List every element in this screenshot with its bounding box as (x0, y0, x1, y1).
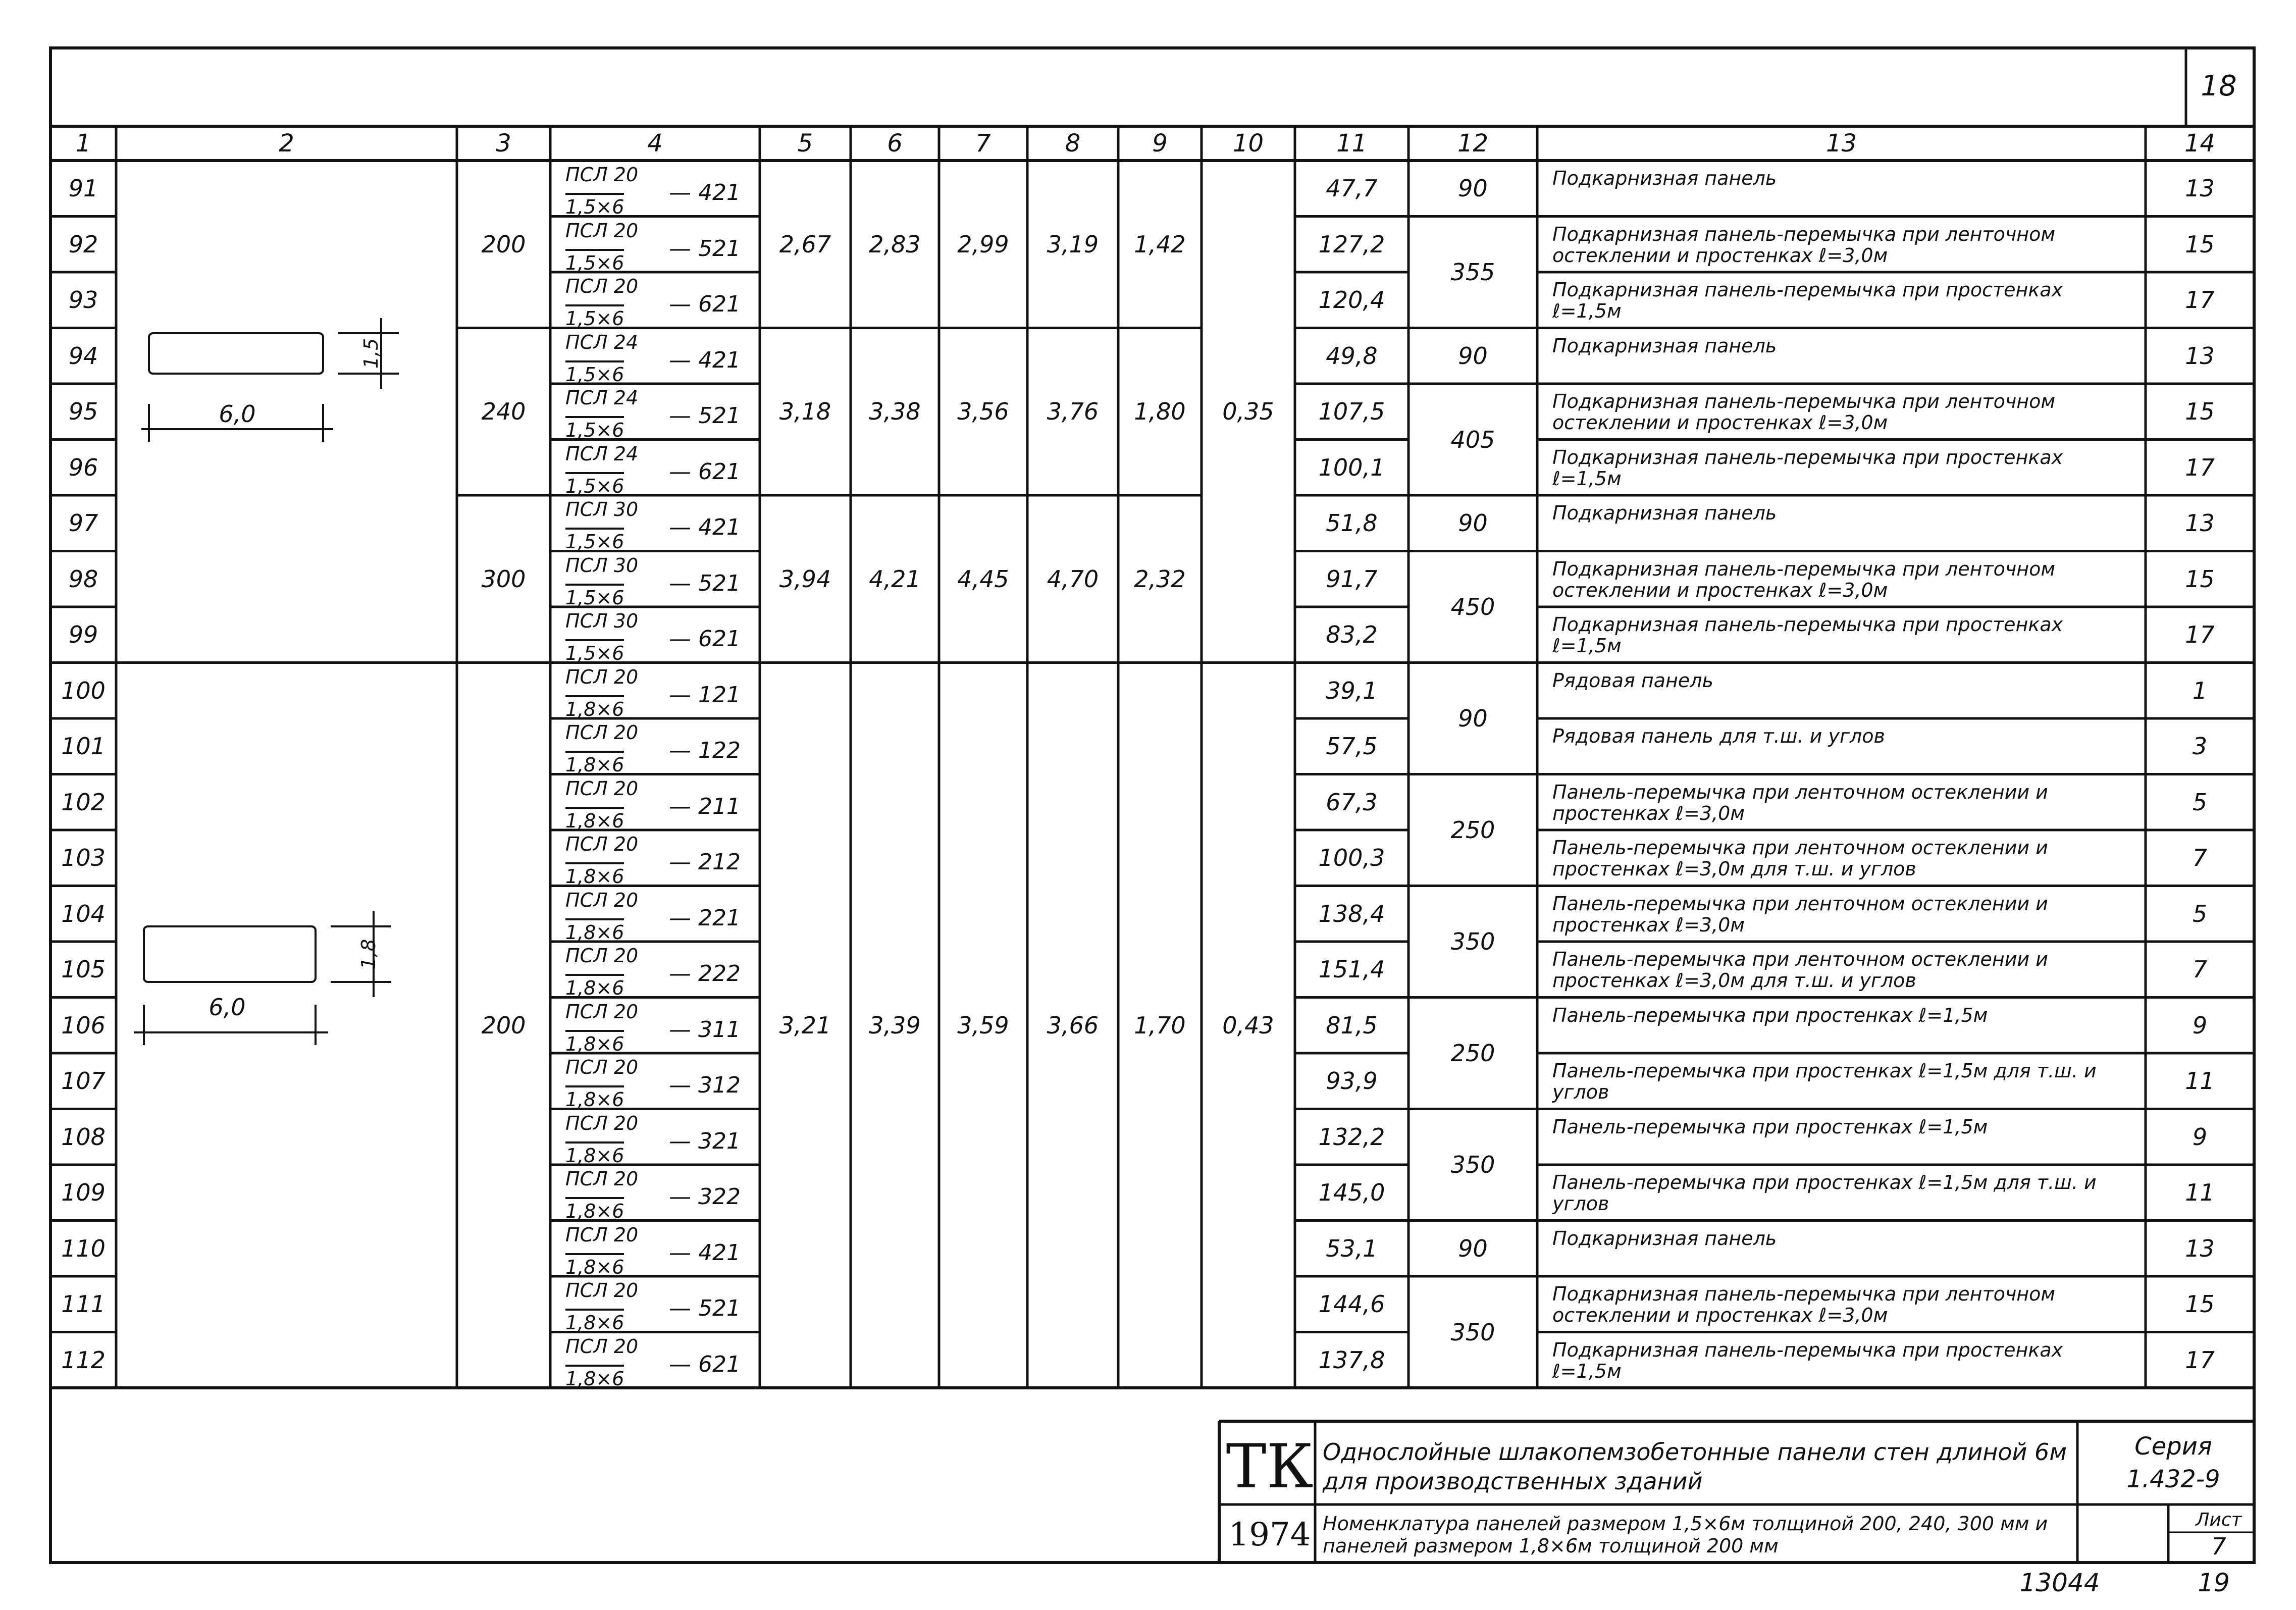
mark-suffix: — 421 (669, 347, 741, 373)
mark-suffix: — 521 (669, 570, 741, 596)
col8-value: 3,76 (1047, 398, 1099, 426)
col12-value: 250 (1450, 816, 1495, 844)
footer-page: 19 (2198, 1568, 2230, 1597)
panel-mark (565, 665, 755, 720)
mark-suffix: — 322 (669, 1184, 741, 1210)
panel-description: Панель-перемычка при простенках ℓ=1,5м для т.ш. и углов (1552, 1171, 2097, 1215)
row-number: 112 (61, 1346, 106, 1374)
weight-value: 138,4 (1318, 900, 1385, 927)
thickness-value: 300 (481, 565, 526, 593)
weight-value: 57,5 (1326, 733, 1378, 760)
mark-denominator: 1,5×6 (565, 249, 624, 274)
mark-suffix: — 621 (669, 1351, 741, 1377)
col9-value: 1,80 (1134, 398, 1186, 426)
mark-suffix: — 121 (669, 682, 741, 708)
column-header-12: 12 (1457, 129, 1489, 158)
weight-value: 47,7 (1326, 175, 1378, 202)
col8-value: 4,70 (1047, 565, 1099, 593)
mark-numerator: ПСЛ 20 (565, 1000, 639, 1023)
mark-suffix: — 521 (669, 235, 741, 262)
weight-value: 120,4 (1318, 286, 1385, 314)
mark-numerator: ПСЛ 20 (565, 164, 639, 186)
panel-description: Рядовая панель (1552, 669, 1713, 692)
series-value: 1.432-9 (2126, 1465, 2220, 1493)
mark-denominator: 1,8×6 (565, 1365, 624, 1390)
sheet-ref: 13 (2185, 342, 2215, 370)
mark-numerator: ПСЛ 20 (565, 1335, 639, 1358)
panel-description: Подкарнизная панель-перемычка при простенках ℓ=1,5м (1552, 613, 2063, 657)
col12-value: 350 (1450, 1151, 1495, 1178)
sheet-ref: 9 (2192, 1011, 2208, 1039)
row-number: 94 (68, 342, 98, 370)
col12-value: 405 (1450, 426, 1495, 453)
col9-value: 1,42 (1134, 230, 1186, 258)
mark-denominator: 1,5×6 (565, 193, 624, 218)
col5-value: 3,18 (779, 398, 831, 426)
col7-value: 2,99 (957, 230, 1009, 258)
column-header-10: 10 (1232, 129, 1264, 158)
col6-value: 2,83 (869, 230, 921, 258)
row-number: 91 (68, 175, 98, 202)
panel-description: Панель-перемычка при простенках ℓ=1,5м (1552, 1115, 1988, 1138)
sheet-ref: 1 (2192, 677, 2208, 704)
thickness-value: 240 (481, 398, 526, 426)
mark-numerator: ПСЛ 20 (565, 1056, 639, 1078)
column-header-2: 2 (279, 129, 294, 158)
col12-value: 350 (1450, 1318, 1495, 1346)
row-number: 92 (68, 230, 98, 258)
mark-denominator: 1,5×6 (565, 416, 624, 441)
row-number: 111 (61, 1290, 106, 1318)
mark-suffix: — 521 (669, 403, 741, 429)
thickness-value: 200 (481, 230, 526, 258)
mark-denominator: 1,8×6 (565, 1085, 624, 1111)
panel-description: Панель-перемычка при ленточном остеклении и простенках ℓ=3,0м для т.ш. и углов (1552, 948, 2048, 992)
mark-suffix: — 222 (669, 961, 741, 986)
col12-value: 90 (1458, 705, 1488, 732)
panel-mark (565, 554, 755, 609)
mark-denominator: 1,8×6 (565, 1030, 624, 1055)
row-number: 93 (68, 286, 98, 314)
sheet-ref: 15 (2185, 1290, 2215, 1318)
panel-mark (565, 610, 755, 664)
col12-value: 90 (1458, 1234, 1488, 1262)
col8-value: 3,66 (1047, 1011, 1099, 1039)
col12-value: 355 (1450, 258, 1495, 286)
mark-suffix: — 421 (669, 514, 741, 540)
panel-description: Панель-перемычка при простенках ℓ=1,5м (1552, 1004, 1988, 1026)
panel-description: Подкарнизная панель (1552, 502, 1777, 524)
col12-value: 250 (1450, 1040, 1495, 1067)
panel-mark (565, 1335, 755, 1390)
mark-suffix: — 122 (669, 738, 741, 763)
column-header-14: 14 (2184, 129, 2216, 158)
mark-suffix: — 621 (669, 626, 741, 652)
mark-numerator: ПСЛ 24 (565, 331, 639, 353)
mark-denominator: 1,8×6 (565, 807, 624, 832)
mark-denominator: 1,5×6 (565, 472, 624, 497)
row-number: 107 (61, 1067, 106, 1095)
tk-year: 1974 (1228, 1516, 1311, 1553)
mark-denominator: 1,5×6 (565, 639, 624, 664)
mark-numerator: ПСЛ 20 (565, 665, 639, 688)
panel-description: Панель-перемычка при ленточном остеклении и простенках ℓ=3,0м (1552, 781, 2048, 824)
mark-numerator: ПСЛ 24 (565, 387, 639, 409)
panel-description: Подкарнизная панель-перемычка при ленточном остеклении и простенках ℓ=3,0м (1552, 223, 2056, 267)
col12-value: 450 (1450, 593, 1495, 620)
sheet-ref: 13 (2185, 175, 2215, 202)
sheet-value: 7 (2211, 1532, 2226, 1560)
row-number: 104 (61, 900, 106, 927)
row-number: 108 (61, 1123, 106, 1151)
doc-number: 13044 (2019, 1568, 2100, 1597)
panel-mark (565, 387, 755, 441)
column-header-13: 13 (1825, 129, 1857, 158)
sketch-1-height: 1,5 (360, 338, 382, 369)
column-header-1: 1 (75, 129, 91, 158)
mark-numerator: ПСЛ 20 (565, 1168, 639, 1190)
column-header-11: 11 (1336, 129, 1368, 158)
weight-value: 91,7 (1326, 565, 1378, 593)
col10-value: 0,35 (1222, 398, 1274, 426)
weight-value: 53,1 (1326, 1234, 1378, 1262)
weight-value: 67,3 (1326, 788, 1378, 816)
col7-value: 3,56 (957, 398, 1009, 426)
mark-denominator: 1,8×6 (565, 1253, 624, 1278)
series-label: Серия (2134, 1432, 2212, 1461)
sketch-1-length: 6,0 (219, 400, 256, 428)
panel-mark (565, 945, 755, 999)
col12-value: 90 (1458, 509, 1488, 537)
mark-denominator: 1,5×6 (565, 360, 624, 386)
col6-value: 3,38 (869, 398, 921, 426)
mark-numerator: ПСЛ 20 (565, 219, 639, 242)
sheet-ref: 17 (2185, 453, 2215, 481)
sheet-subtitle: Номенклатура панелей размером 1,5×6м толщиной 200, 240, 300 мм и панелей размером 1,8×6м толщиной 200 мм (1323, 1513, 2048, 1557)
row-number: 101 (61, 733, 106, 760)
panel-description: Подкарнизная панель (1552, 167, 1777, 189)
panel-mark (565, 219, 755, 274)
row-number: 106 (61, 1011, 106, 1039)
col9-value: 1,70 (1134, 1011, 1186, 1039)
sheet-ref: 17 (2185, 1346, 2215, 1374)
mark-suffix: — 212 (669, 849, 741, 875)
mark-denominator: 1,8×6 (565, 1141, 624, 1167)
panel-mark (565, 498, 755, 553)
mark-numerator: ПСЛ 20 (565, 1112, 639, 1134)
mark-numerator: ПСЛ 20 (565, 721, 639, 744)
panel-description: Панель-перемычка при ленточном остеклении и простенках ℓ=3,0м (1552, 892, 2048, 936)
mark-suffix: — 521 (669, 1295, 741, 1321)
sketch-2-height: 1,8 (357, 939, 380, 970)
mark-denominator: 1,5×6 (565, 584, 624, 609)
row-number: 105 (61, 956, 106, 983)
col12-value: 90 (1458, 342, 1488, 370)
column-header-9: 9 (1152, 129, 1168, 158)
sheet-ref: 17 (2185, 621, 2215, 649)
sheet-label: Лист (2196, 1510, 2242, 1530)
col7-value: 4,45 (957, 565, 1009, 593)
panel-mark (565, 331, 755, 386)
panel-mark (565, 777, 755, 832)
mark-numerator: ПСЛ 20 (565, 889, 639, 911)
mark-numerator: ПСЛ 30 (565, 610, 639, 632)
panel-description: Подкарнизная панель-перемычка при простенках ℓ=1,5м (1552, 1338, 2063, 1382)
panel-mark (565, 1223, 755, 1278)
col5-value: 3,94 (779, 565, 831, 593)
weight-value: 81,5 (1326, 1011, 1378, 1039)
sheet-ref: 11 (2185, 1179, 2215, 1207)
panel-description: Подкарнизная панель (1552, 334, 1777, 357)
weight-value: 100,1 (1318, 453, 1385, 481)
row-number: 97 (68, 509, 98, 537)
col7-value: 3,59 (957, 1011, 1009, 1039)
panel-mark (565, 1056, 755, 1111)
mark-numerator: ПСЛ 20 (565, 1279, 639, 1302)
col12-value: 90 (1458, 175, 1488, 202)
mark-suffix: — 621 (669, 458, 741, 485)
row-number: 100 (61, 677, 106, 704)
col5-value: 3,21 (779, 1011, 831, 1039)
mark-denominator: 1,5×6 (565, 528, 624, 553)
mark-numerator: ПСЛ 30 (565, 498, 639, 521)
column-header-8: 8 (1065, 129, 1081, 158)
panel-mark (565, 275, 755, 330)
sheet-ref: 5 (2192, 788, 2208, 816)
row-number: 109 (61, 1179, 106, 1207)
weight-value: 93,9 (1326, 1067, 1378, 1095)
thickness-value: 200 (481, 1011, 526, 1039)
row-number: 110 (61, 1234, 106, 1262)
sheet-title: Однослойные шлакопемзобетонные панели стен длиной 6м для производственных зданий (1323, 1438, 2067, 1495)
mark-denominator: 1,5×6 (565, 304, 624, 330)
panel-mark (565, 833, 755, 888)
mark-suffix: — 421 (669, 180, 741, 205)
mark-suffix: — 311 (669, 1016, 741, 1043)
sheet-ref: 15 (2185, 565, 2215, 593)
panel-description: Подкарнизная панель-перемычка при ленточном остеклении и простенках ℓ=3,0м (1552, 390, 2056, 434)
panel-mark (565, 1168, 755, 1222)
weight-value: 132,2 (1318, 1123, 1385, 1151)
col5-value: 2,67 (779, 230, 831, 258)
sheet-ref: 7 (2192, 844, 2208, 872)
weight-value: 83,2 (1326, 621, 1378, 649)
mark-numerator: ПСЛ 30 (565, 554, 639, 577)
panel-mark (565, 1112, 755, 1167)
weight-value: 51,8 (1326, 509, 1378, 537)
mark-suffix: — 221 (669, 905, 741, 931)
mark-numerator: ПСЛ 20 (565, 945, 639, 967)
panel-description: Подкарнизная панель-перемычка при ленточном остеклении и простенках ℓ=3,0м (1552, 1283, 2056, 1326)
panel-description: Панель-перемычка при ленточном остеклении и простенках ℓ=3,0м для т.ш. и углов (1552, 837, 2048, 880)
row-number: 98 (68, 565, 98, 593)
mark-denominator: 1,8×6 (565, 862, 624, 888)
mark-numerator: ПСЛ 20 (565, 833, 639, 855)
sheet-ref: 7 (2192, 956, 2208, 983)
col12-value: 350 (1450, 928, 1495, 955)
row-number: 99 (68, 621, 98, 649)
panel-mark (565, 1000, 755, 1055)
row-number: 103 (61, 844, 106, 872)
col9-value: 2,32 (1134, 565, 1186, 593)
column-header-3: 3 (496, 129, 511, 158)
sheet-ref: 15 (2185, 398, 2215, 426)
sheet-ref: 11 (2185, 1067, 2215, 1095)
mark-numerator: ПСЛ 20 (565, 275, 639, 297)
weight-value: 151,4 (1318, 956, 1385, 983)
weight-value: 145,0 (1318, 1179, 1385, 1207)
sheet-ref: 15 (2185, 230, 2215, 258)
panel-mark (565, 721, 755, 776)
col8-value: 3,19 (1047, 230, 1099, 258)
mark-numerator: ПСЛ 24 (565, 442, 639, 465)
mark-numerator: ПСЛ 20 (565, 1223, 639, 1246)
sheet-ref: 9 (2192, 1123, 2208, 1151)
col10-value: 0,43 (1222, 1011, 1274, 1039)
mark-denominator: 1,8×6 (565, 751, 624, 776)
mark-denominator: 1,8×6 (565, 918, 624, 944)
page-number: 18 (2201, 69, 2237, 102)
mark-suffix: — 421 (669, 1239, 741, 1266)
sheet-ref: 3 (2192, 733, 2208, 760)
column-header-5: 5 (797, 129, 813, 158)
column-header-7: 7 (975, 129, 991, 158)
panel-description: Подкарнизная панель (1552, 1227, 1777, 1250)
sketch-2-length: 6,0 (208, 994, 246, 1021)
mark-suffix: — 321 (669, 1128, 741, 1154)
col6-value: 4,21 (869, 565, 921, 593)
mark-denominator: 1,8×6 (565, 1197, 624, 1222)
weight-value: 39,1 (1326, 677, 1378, 704)
panel-mark (565, 889, 755, 944)
panel-description: Подкарнизная панель-перемычка при ленточном остеклении и простенках ℓ=3,0м (1552, 557, 2056, 601)
mark-denominator: 1,8×6 (565, 695, 624, 720)
sheet-ref: 17 (2185, 286, 2215, 314)
panel-description: Панель-перемычка при простенках ℓ=1,5м для т.ш. и углов (1552, 1060, 2097, 1103)
weight-value: 100,3 (1318, 844, 1385, 872)
panel-description: Подкарнизная панель-перемычка при простенках ℓ=1,5м (1552, 446, 2063, 490)
mark-denominator: 1,8×6 (565, 1309, 624, 1334)
row-number: 102 (61, 788, 106, 816)
mark-suffix: — 312 (669, 1072, 741, 1098)
sheet-ref: 13 (2185, 1234, 2215, 1262)
panel-description: Рядовая панель для т.ш. и углов (1552, 725, 1885, 747)
sheet-ref: 5 (2192, 900, 2208, 927)
weight-value: 144,6 (1318, 1290, 1385, 1318)
column-header-4: 4 (647, 129, 663, 158)
panel-description: Подкарнизная панель-перемычка при простенках ℓ=1,5м (1552, 279, 2063, 322)
mark-suffix: — 211 (669, 793, 741, 819)
tk-logo: ТК (1226, 1431, 1314, 1502)
panel-mark (565, 164, 755, 218)
sheet-ref: 13 (2185, 509, 2215, 537)
weight-value: 127,2 (1318, 230, 1385, 258)
column-header-6: 6 (887, 129, 903, 158)
mark-numerator: ПСЛ 20 (565, 777, 639, 800)
panel-mark (565, 1279, 755, 1334)
weight-value: 107,5 (1318, 398, 1385, 426)
mark-suffix: — 621 (669, 291, 741, 317)
row-number: 96 (68, 453, 98, 481)
weight-value: 49,8 (1326, 342, 1378, 370)
row-number: 95 (68, 398, 98, 426)
panel-mark (565, 442, 755, 497)
mark-denominator: 1,8×6 (565, 974, 624, 999)
weight-value: 137,8 (1318, 1346, 1385, 1374)
col6-value: 3,39 (869, 1011, 921, 1039)
